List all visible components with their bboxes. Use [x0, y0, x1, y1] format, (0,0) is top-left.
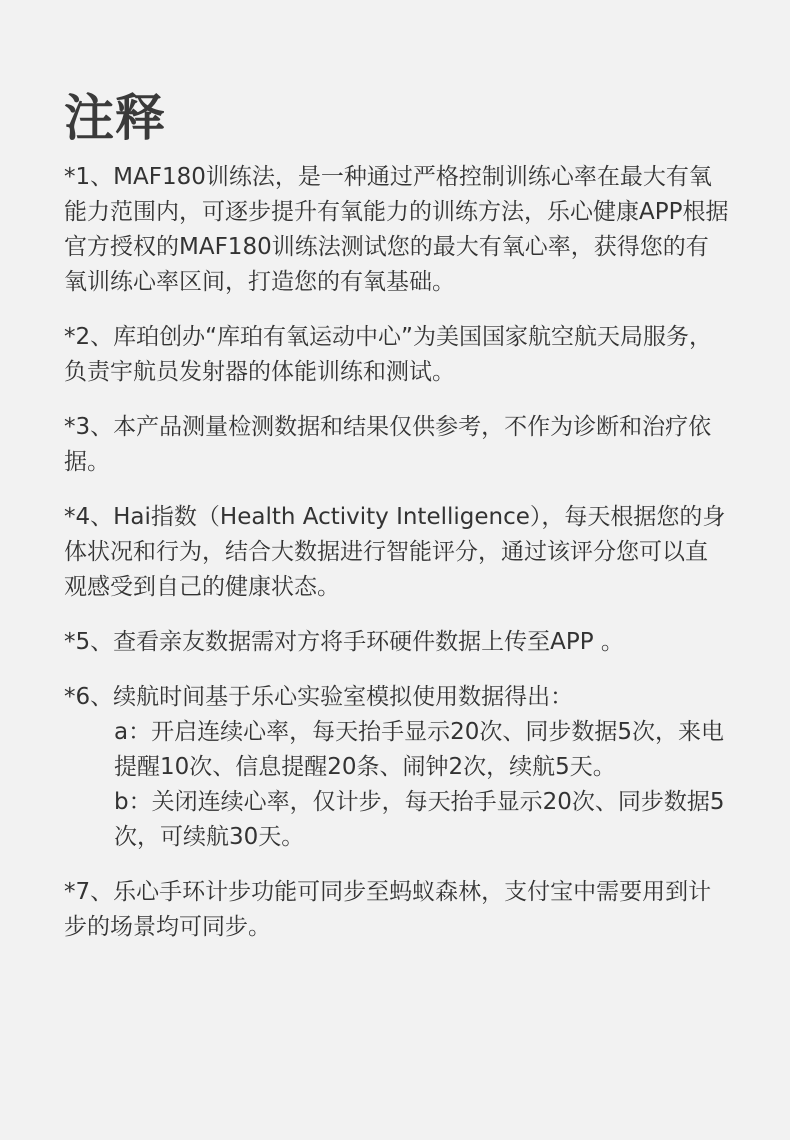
note-6-heading: *6、续航时间基于乐心实验室模拟使用数据得出：	[64, 684, 574, 710]
note-3: *3、本产品测量检测数据和结果仅供参考，不作为诊断和治疗依据。	[64, 414, 712, 475]
note-6-sub-item-a: a：开启连续心率，每天抬手显示20次、同步数据5次，来电提醒10次、信息提醒20条、闹钟2次，续航5天。	[114, 719, 724, 780]
page-title: 注释	[64, 89, 166, 147]
note-5: *5、查看亲友数据需对方将手环硬件数据上传至APP 。	[64, 629, 624, 655]
note-6-sub-item-b: b：关闭连续心率，仅计步，每天抬手显示20次、同步数据5次，可续航30天。	[114, 789, 725, 850]
note-7: *7、乐心手环计步功能可同步至蚂蚁森林，支付宝中需要用到计步的场景均可同步。	[64, 879, 712, 940]
notes-list	[64, 160, 730, 945]
note-1: *1、MAF180训练法，是一种通过严格控制训练心率在最大有氧能力范围内，可逐步提升有氧能力的训练方法，乐心健康APP根据官方授权的MAF180训练法测试您的最大有氧心率，获得您的有氧训练心率区间，打造您的有氧基础。	[64, 164, 729, 295]
note-4: *4、Hai指数（Health Activity Intelligence），每天根据您的身体状况和行为，结合大数据进行智能评分，通过该评分您可以直观感受到自己的健康状态。	[64, 504, 726, 600]
note-2: *2、库珀创办“库珀有氧运动中心”为美国国家航空航天局服务，负责宇航员发射器的体能训练和测试。	[64, 324, 712, 385]
note-6-sub-list	[64, 715, 730, 855]
note-6	[64, 680, 730, 855]
